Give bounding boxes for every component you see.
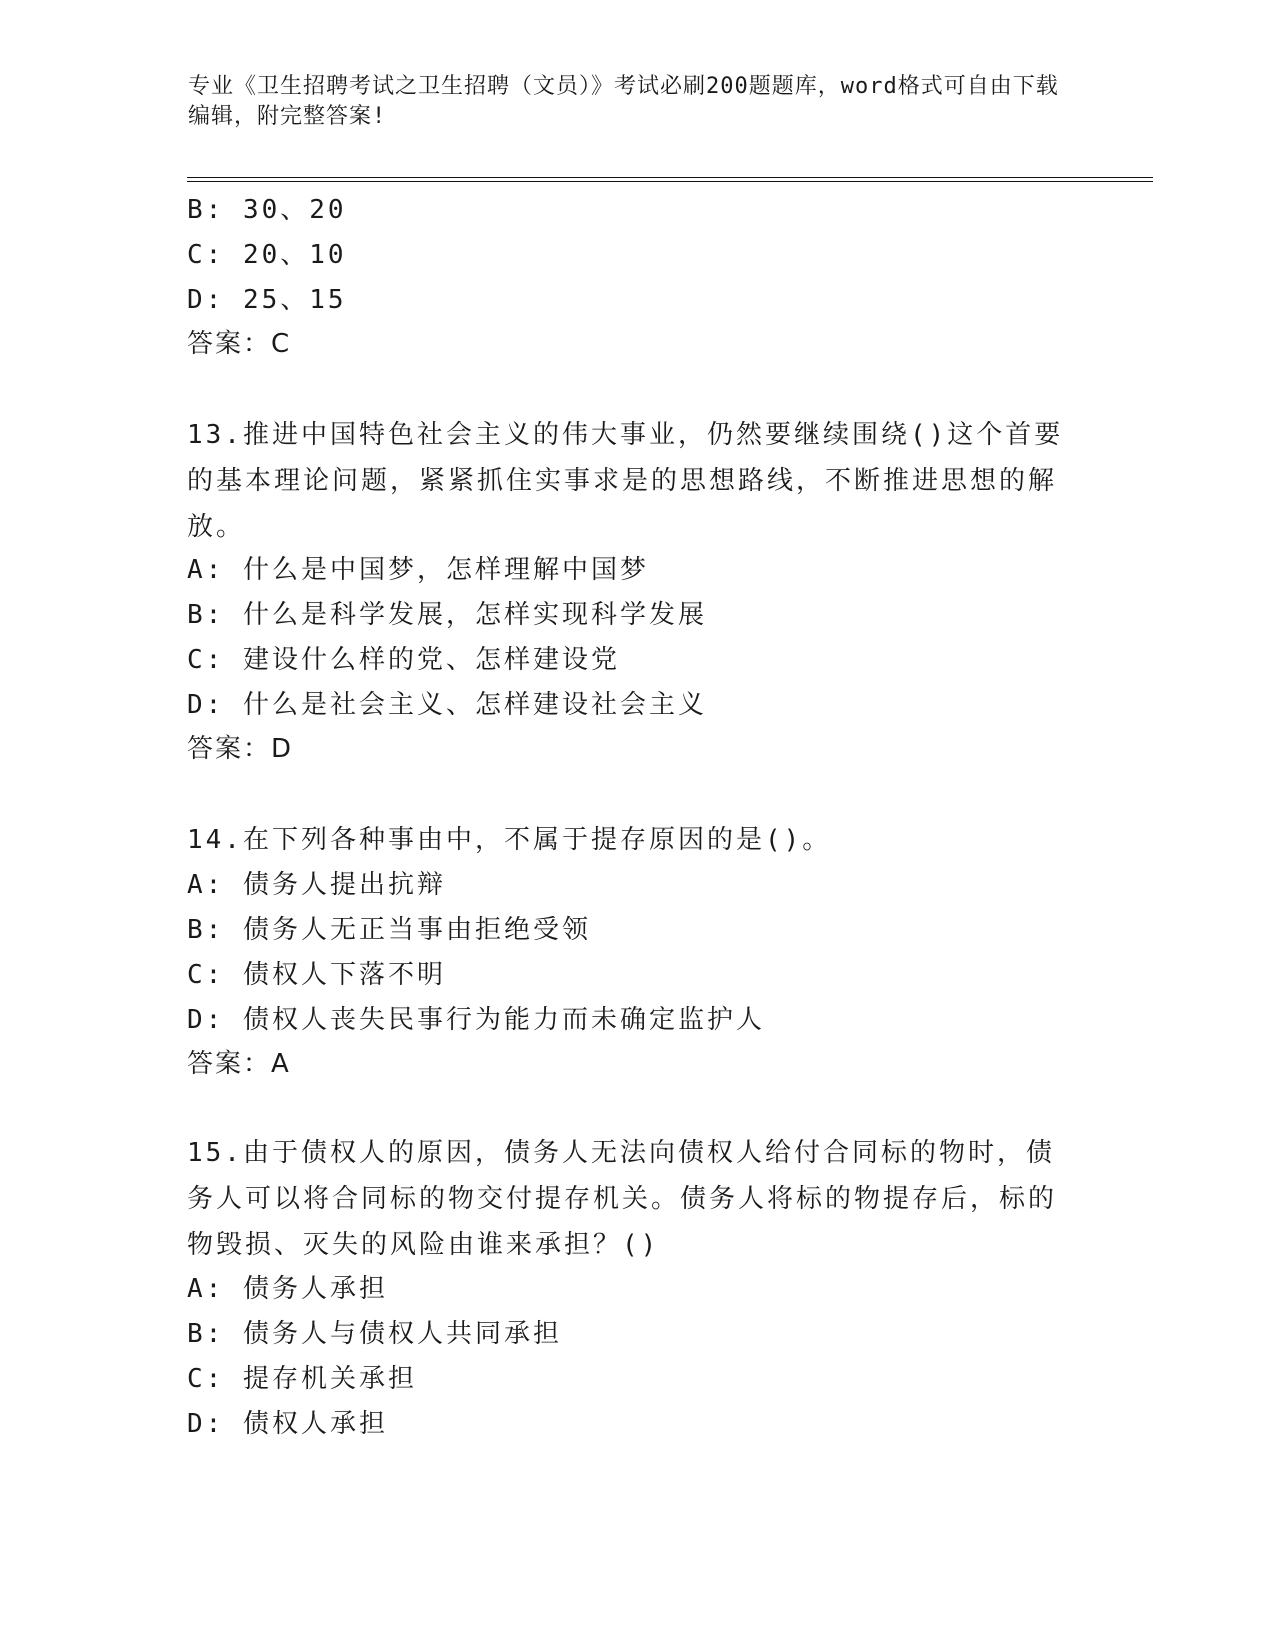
question-15-stem: 15.由于债权人的原因，债务人无法向债权人给付合同标的物时，债务人可以将合同标的物交付提存机关。债务人将标的物提存后，标的物毁损、灭失的风险由谁来承担？() bbox=[187, 1138, 1058, 1260]
question-15-option-b: B: 债务人与债权人共同承担 bbox=[187, 1319, 562, 1349]
question-14-option-c: C: 债权人下落不明 bbox=[187, 960, 446, 990]
question-13-answer: 答案：D bbox=[187, 734, 294, 764]
option-c: C: 20、10 bbox=[187, 240, 347, 270]
header-divider-bottom bbox=[187, 181, 1153, 182]
question-14-option-a: A: 债务人提出抗辩 bbox=[187, 870, 446, 900]
question-14-answer: 答案：A bbox=[187, 1049, 291, 1079]
question-13-option-b: B: 什么是科学发展，怎样实现科学发展 bbox=[187, 600, 707, 630]
option-d: D: 25、15 bbox=[187, 285, 347, 315]
header-divider-top bbox=[187, 177, 1153, 178]
question-14-stem: 14.在下列各种事由中，不属于提存原因的是()。 bbox=[187, 825, 832, 855]
question-13-option-c: C: 建设什么样的党、怎样建设党 bbox=[187, 645, 620, 675]
question-15-option-a: A: 债务人承担 bbox=[187, 1274, 388, 1304]
question-14-option-b: B: 债务人无正当事由拒绝受领 bbox=[187, 915, 591, 945]
question-15-option-c: C: 提存机关承担 bbox=[187, 1364, 417, 1394]
question-14-option-d: D: 债权人丧失民事行为能力而未确定监护人 bbox=[187, 1005, 765, 1035]
answer-line: 答案：C bbox=[187, 329, 292, 359]
question-13-stem: 13.推进中国特色社会主义的伟大事业，仍然要继续围绕()这个首要的基本理论问题，紧紧抓住实事求是的思想路线，不断推进思想的解放。 bbox=[187, 420, 1064, 542]
question-13-option-d: D: 什么是社会主义、怎样建设社会主义 bbox=[187, 690, 707, 720]
question-15-option-d: D: 债权人承担 bbox=[187, 1409, 388, 1439]
document-header: 专业《卫生招聘考试之卫生招聘（文员）》考试必刷200题题库，word格式可自由下载编辑，附完整答案! bbox=[188, 74, 1059, 129]
option-b: B: 30、20 bbox=[187, 195, 347, 225]
question-13-option-a: A: 什么是中国梦，怎样理解中国梦 bbox=[187, 555, 649, 585]
